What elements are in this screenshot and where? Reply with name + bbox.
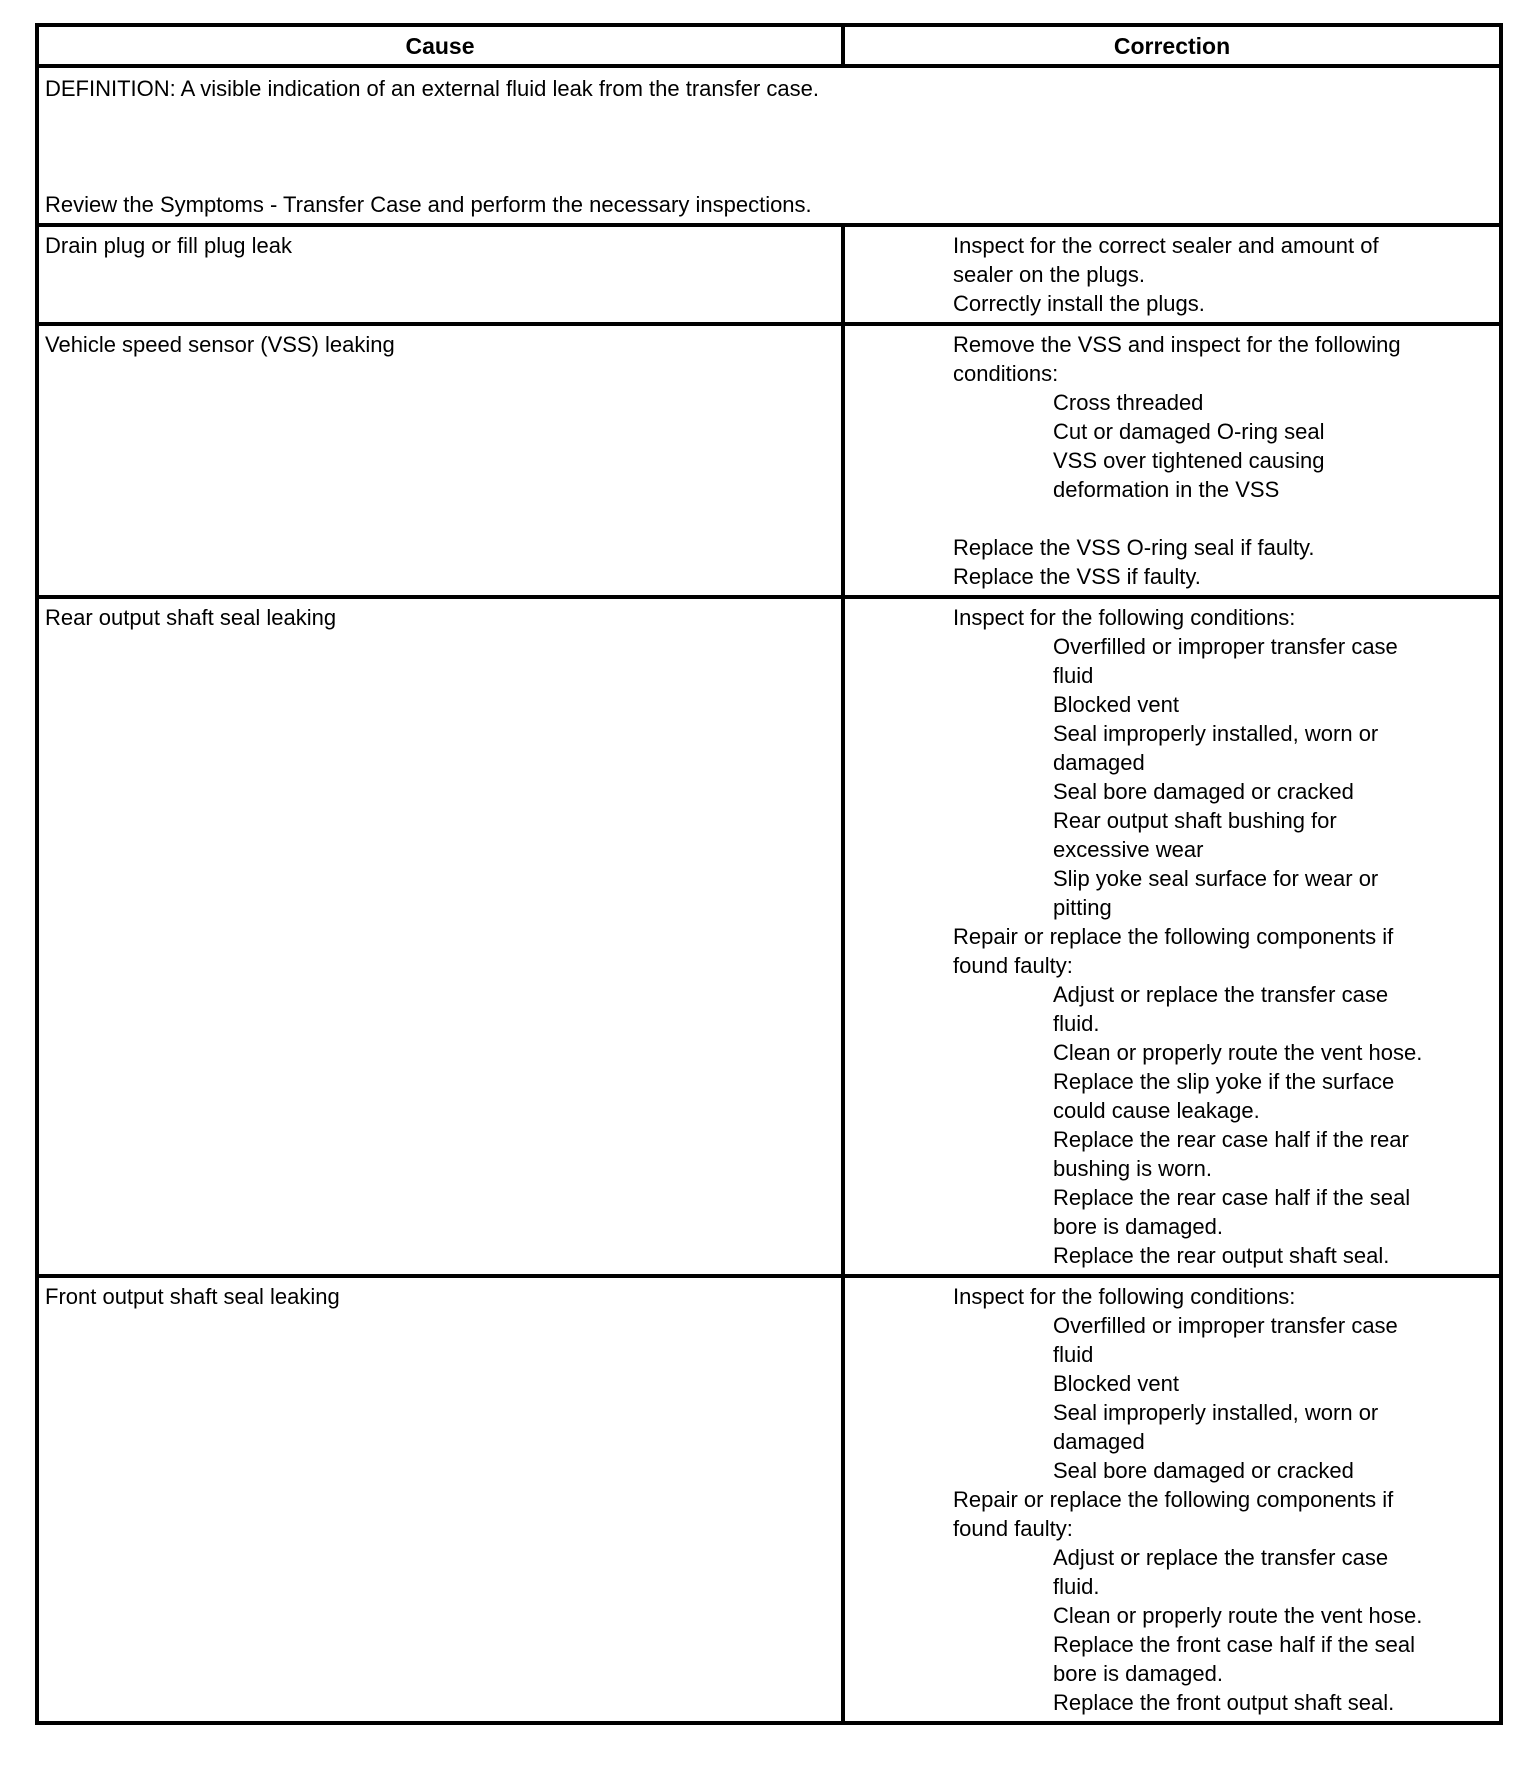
inspect-item: Blocked vent	[1053, 1371, 1179, 1396]
definition-row	[39, 64, 1499, 223]
table-row	[39, 322, 1499, 595]
condition-item: Cross threaded	[1053, 390, 1204, 415]
definition-text: DEFINITION: A visible indication of an external fluid leak from the transfer case.	[45, 76, 820, 101]
review-text: Review the Symptoms - Transfer Case and perform the necessary inspections.	[45, 192, 812, 217]
correction-line: conditions:	[953, 361, 1059, 386]
inspect-item: fluid	[1053, 663, 1094, 688]
correction-line: Replace the VSS O-ring seal if faulty.	[953, 535, 1315, 560]
cause-cell: Rear output shaft seal leaking	[39, 599, 845, 1274]
repair-item: bore is damaged.	[1053, 1214, 1223, 1239]
cause-cell: Vehicle speed sensor (VSS) leaking	[39, 326, 845, 595]
correction-line: Inspect for the correct sealer and amount of	[953, 233, 1379, 258]
correction-gap	[953, 504, 1493, 533]
inspect-item: fluid	[1053, 1342, 1094, 1367]
repair-item: fluid.	[1053, 1011, 1100, 1036]
repair-item: Clean or properly route the vent hose.	[1053, 1040, 1423, 1065]
inspect-item: damaged	[1053, 1429, 1145, 1454]
inspect-item: Seal improperly installed, worn or	[1053, 721, 1379, 746]
repair-item: Clean or properly route the vent hose.	[1053, 1603, 1423, 1628]
inspect-intro: Inspect for the following conditions:	[953, 1284, 1296, 1309]
correction-cell	[845, 326, 1499, 595]
repair-intro: found faulty:	[953, 1516, 1073, 1541]
correction-line: sealer on the plugs.	[953, 262, 1146, 287]
definition-spacer	[45, 103, 1493, 190]
diagnostic-table	[35, 23, 1503, 1725]
inspect-item: Seal bore damaged or cracked	[1053, 779, 1354, 804]
inspect-item: Overfilled or improper transfer case	[1053, 1313, 1398, 1338]
header-cause: Cause	[39, 27, 845, 64]
inspect-item: pitting	[1053, 895, 1112, 920]
repair-intro: Repair or replace the following components if	[953, 1487, 1394, 1512]
inspect-item: Seal bore damaged or cracked	[1053, 1458, 1354, 1483]
repair-item: bushing is worn.	[1053, 1156, 1212, 1181]
inspect-item: Blocked vent	[1053, 692, 1179, 717]
table-row	[39, 595, 1499, 1274]
repair-item: Replace the slip yoke if the surface	[1053, 1069, 1395, 1094]
repair-item: Replace the rear case half if the seal	[1053, 1185, 1411, 1210]
definition-cell	[39, 68, 1499, 223]
repair-intro: found faulty:	[953, 953, 1073, 978]
repair-item: fluid.	[1053, 1574, 1100, 1599]
condition-item: VSS over tightened causing	[1053, 448, 1325, 473]
repair-item: Replace the rear output shaft seal.	[1053, 1243, 1390, 1268]
inspect-item: damaged	[1053, 750, 1145, 775]
repair-item: Adjust or replace the transfer case	[1053, 1545, 1389, 1570]
correction-cell	[845, 227, 1499, 322]
inspect-item: Seal improperly installed, worn or	[1053, 1400, 1379, 1425]
repair-item: Replace the rear case half if the rear	[1053, 1127, 1409, 1152]
correction-line: Remove the VSS and inspect for the following	[953, 332, 1401, 357]
condition-item: Cut or damaged O-ring seal	[1053, 419, 1325, 444]
cause-cell: Front output shaft seal leaking	[39, 1278, 845, 1721]
inspect-item: excessive wear	[1053, 837, 1204, 862]
header-correction: Correction	[1113, 33, 1231, 59]
correction-cell	[845, 1278, 1499, 1721]
condition-item: deformation in the VSS	[1053, 477, 1280, 502]
correction-line: Replace the VSS if faulty.	[953, 564, 1201, 589]
repair-item: bore is damaged.	[1053, 1661, 1223, 1686]
cause-cell: Drain plug or fill plug leak	[39, 227, 845, 322]
correction-line: Correctly install the plugs.	[953, 291, 1205, 316]
inspect-intro: Inspect for the following conditions:	[953, 605, 1296, 630]
table-header-row	[39, 27, 1499, 64]
inspect-item: Slip yoke seal surface for wear or	[1053, 866, 1379, 891]
repair-item: Replace the front case half if the seal	[1053, 1632, 1415, 1657]
correction-cell	[845, 599, 1499, 1274]
table-row	[39, 1274, 1499, 1721]
repair-item: Replace the front output shaft seal.	[1053, 1690, 1395, 1715]
table-row	[39, 223, 1499, 322]
repair-item: Adjust or replace the transfer case	[1053, 982, 1389, 1007]
repair-intro: Repair or replace the following components if	[953, 924, 1394, 949]
inspect-item: Overfilled or improper transfer case	[1053, 634, 1398, 659]
inspect-item: Rear output shaft bushing for	[1053, 808, 1337, 833]
repair-item: could cause leakage.	[1053, 1098, 1260, 1123]
